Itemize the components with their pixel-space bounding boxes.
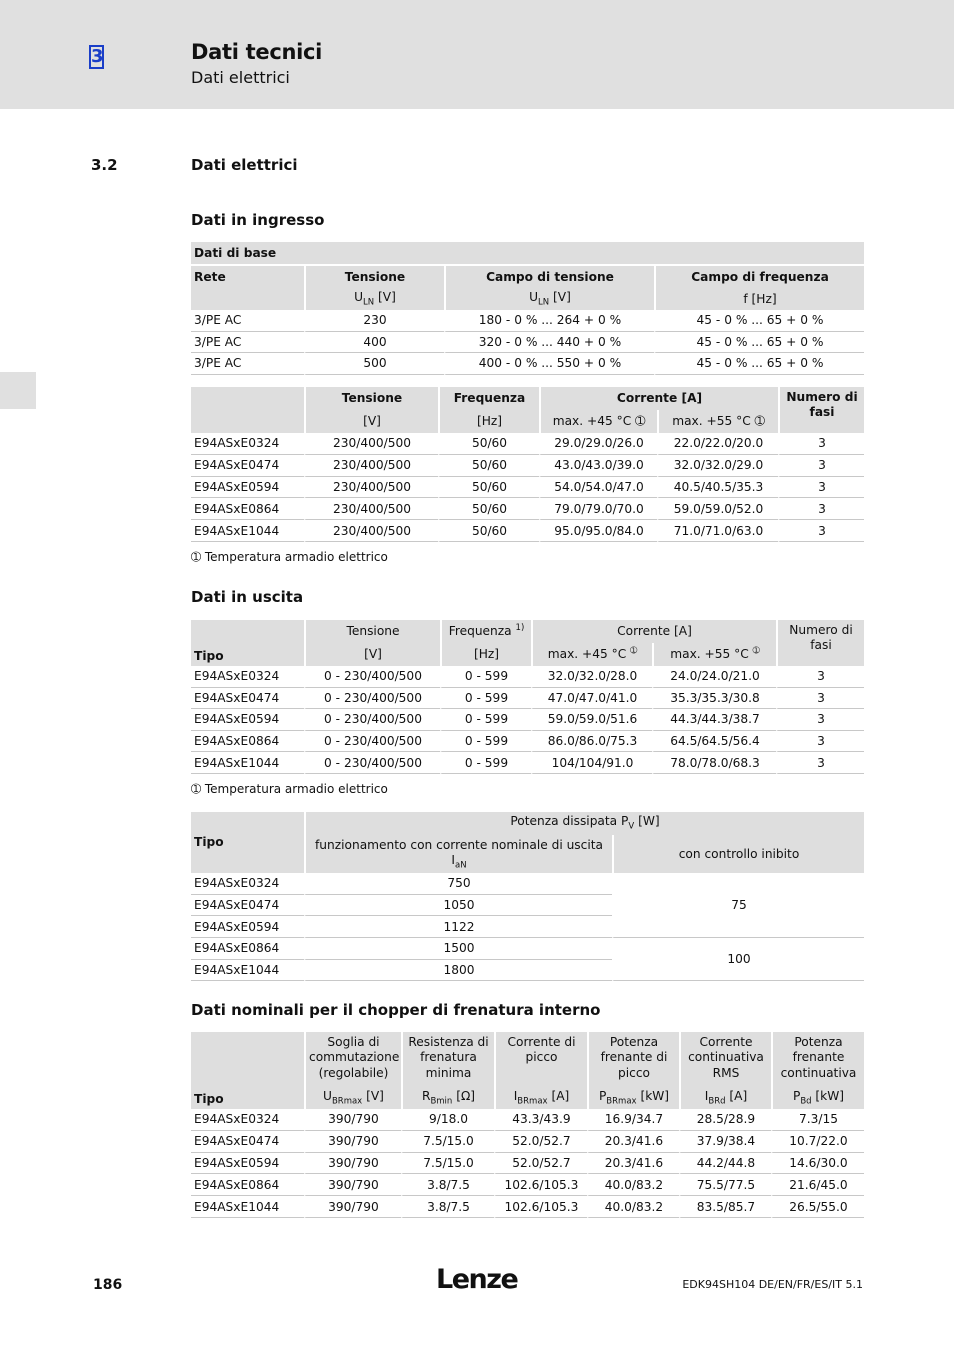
cell-type: E94ASxE0594 xyxy=(191,709,304,731)
table-row xyxy=(191,455,864,477)
cell-type: E94ASxE0474 xyxy=(191,895,304,917)
table-cell: 7.5/15.0 xyxy=(401,1131,494,1153)
table-row xyxy=(191,1174,864,1196)
table-cell: 400 xyxy=(304,332,444,354)
table-cell: 50/60 xyxy=(438,433,539,455)
table-cell: 24.0/24.0/21.0 xyxy=(652,666,776,688)
table-cell: 16.9/34.7 xyxy=(587,1109,679,1131)
header-max45: max. +45 °C ➀ xyxy=(539,410,657,433)
table-row xyxy=(191,498,864,520)
table-cell: 44.3/44.3/38.7 xyxy=(652,709,776,731)
table-cell: 0 - 599 xyxy=(440,752,531,774)
table-cell: 3 xyxy=(776,688,864,710)
lenze-logo: Lenze xyxy=(436,1264,518,1295)
header-potenza-picco: Potenza frenante di picco xyxy=(587,1032,679,1087)
cell-type: E94ASxE0324 xyxy=(191,873,304,895)
cell-type: 3/PE AC xyxy=(191,310,304,332)
table-cell: 230/400/500 xyxy=(304,498,438,520)
table-cell: 1050 xyxy=(304,895,612,917)
table-cell: 0 - 230/400/500 xyxy=(304,709,440,731)
table-cell: 390/790 xyxy=(304,1153,401,1175)
table-cell: 3 xyxy=(778,433,864,455)
header-tipo: Tipo xyxy=(191,620,304,666)
page-title: Dati tecnici xyxy=(191,40,323,64)
unit-uln-v: $U_{LN}$ [V] xyxy=(304,288,444,310)
table-cell: 3 xyxy=(778,477,864,499)
table-cell: 500 xyxy=(304,353,444,375)
cell-type: E94ASxE0594 xyxy=(191,1153,304,1175)
table-cell: 3 xyxy=(776,709,864,731)
symbol-ibrd: $I_{BRd}$ [A] xyxy=(679,1087,771,1109)
table-cell: 0 - 230/400/500 xyxy=(304,688,440,710)
table-cell: 0 - 599 xyxy=(440,709,531,731)
table-cell: 59.0/59.0/51.6 xyxy=(531,709,652,731)
header-corrente-continuativa: Corrente continuativa RMS xyxy=(679,1032,771,1087)
table-cell: 320 - 0 % ... 440 + 0 % xyxy=(444,332,654,354)
table-cell: 28.5/28.9 xyxy=(679,1109,771,1131)
table-cell: 95.0/95.0/84.0 xyxy=(539,520,657,542)
table-cell: 102.6/105.3 xyxy=(494,1174,587,1196)
unit-hz: [Hz] xyxy=(440,643,531,666)
cell-type: E94ASxE0324 xyxy=(191,1109,304,1131)
table-cell: 3 xyxy=(778,520,864,542)
table-cell: 3 xyxy=(778,455,864,477)
header-corrente: Corrente [A] xyxy=(531,620,776,643)
table-row xyxy=(191,353,864,375)
header-tensione: Tensione xyxy=(304,387,438,410)
cell-type: E94ASxE0864 xyxy=(191,731,304,753)
page-number: 186 xyxy=(93,1277,123,1293)
table-cell: 45 - 0 % ... 65 + 0 % xyxy=(654,310,864,332)
table-cell: 21.6/45.0 xyxy=(771,1174,864,1196)
table-cell: 3 xyxy=(776,666,864,688)
table-cell: 390/790 xyxy=(304,1174,401,1196)
table-row xyxy=(191,520,864,542)
table-cell: 78.0/78.0/68.3 xyxy=(652,752,776,774)
table-cell: 59.0/59.0/52.0 xyxy=(657,498,778,520)
table-cell: 83.5/85.7 xyxy=(679,1196,771,1218)
page-subtitle: Dati elettrici xyxy=(191,68,290,87)
table-cell: 400 - 0 % ... 550 + 0 % xyxy=(444,353,654,375)
heading-chopper: Dati nominali per il chopper di frenatura interno xyxy=(191,1001,601,1019)
unit-f-hz: f [Hz] xyxy=(654,288,864,310)
header-max55: max. +55 °C $^➀$ xyxy=(652,643,776,666)
table-cell: 750 xyxy=(304,873,612,895)
table-potenza-dissipata xyxy=(191,812,864,981)
header-tipo: Tipo xyxy=(191,1032,304,1109)
header-max55: max. +55 °C ➀ xyxy=(657,410,778,433)
chapter-number-box: 3 xyxy=(91,46,104,67)
table-cell: 43.0/43.0/39.0 xyxy=(539,455,657,477)
symbol-pbrmax: $P_{BRmax}$ [kW] xyxy=(587,1087,679,1109)
header-controllo-inibito: con controllo inibito xyxy=(612,835,864,873)
table-cell: 40.5/40.5/35.3 xyxy=(657,477,778,499)
table-row xyxy=(191,310,864,332)
table-cell: 230/400/500 xyxy=(304,520,438,542)
table-row xyxy=(191,1131,864,1153)
table-cell: 29.0/29.0/26.0 xyxy=(539,433,657,455)
table-cell: 86.0/86.0/75.3 xyxy=(531,731,652,753)
table-row xyxy=(191,1109,864,1131)
header-funzionamento: funzionamento con corrente nominale di uscita $I_{aN}$ xyxy=(304,835,612,873)
table-cell: 3.8/7.5 xyxy=(401,1196,494,1218)
table-cell: 1500 xyxy=(304,938,612,960)
table-cell: 1122 xyxy=(304,916,612,938)
table-row xyxy=(191,1153,864,1175)
cell-type: E94ASxE0864 xyxy=(191,498,304,520)
table-row xyxy=(191,666,864,688)
table-cell: 390/790 xyxy=(304,1196,401,1218)
cell-type: E94ASxE1044 xyxy=(191,960,304,982)
document-reference: EDK94SH104 DE/EN/FR/ES/IT 5.1 xyxy=(682,1278,863,1291)
table-cell: 54.0/54.0/47.0 xyxy=(539,477,657,499)
cell-type: 3/PE AC xyxy=(191,332,304,354)
header-resistenza: Resistenza di frenatura minima xyxy=(401,1032,494,1087)
table-cell: 10.7/22.0 xyxy=(771,1131,864,1153)
section-number: 3.2 xyxy=(91,156,118,174)
header-tensione: Tensione xyxy=(304,266,444,288)
table-row xyxy=(191,1196,864,1218)
table-cell: 230/400/500 xyxy=(304,477,438,499)
header-frequenza: Frequenza $^{1)}$ xyxy=(440,620,531,643)
table-cell: 79.0/79.0/70.0 xyxy=(539,498,657,520)
header-potenza-continuativa: Potenza frenante continuativa xyxy=(771,1032,864,1087)
table-row xyxy=(191,477,864,499)
cell-controllo-inibito: 100 xyxy=(612,938,864,981)
cell-type: E94ASxE0594 xyxy=(191,916,304,938)
table-row xyxy=(191,688,864,710)
cell-controllo-inibito: 75 xyxy=(612,873,864,938)
table-cell: 390/790 xyxy=(304,1109,401,1131)
header-campo-frequenza: Campo di frequenza xyxy=(654,266,864,288)
table-cell: 180 - 0 % ... 264 + 0 % xyxy=(444,310,654,332)
table-cell: 20.3/41.6 xyxy=(587,1131,679,1153)
cell-type: E94ASxE1044 xyxy=(191,520,304,542)
table-cell: 50/60 xyxy=(438,520,539,542)
footnote-temperatura-uscita: ➀ Temperatura armadio elettrico xyxy=(191,782,388,796)
table-ingresso-tipi xyxy=(191,387,864,542)
cell-type: 3/PE AC xyxy=(191,353,304,375)
header-soglia: Soglia di commutazione (regolabile) xyxy=(304,1032,401,1087)
symbol-ubrmax: $U_{BRmax}$ [V] xyxy=(304,1087,401,1109)
table-cell: 43.3/43.9 xyxy=(494,1109,587,1131)
table-cell: 40.0/83.2 xyxy=(587,1196,679,1218)
table-cell: 0 - 599 xyxy=(440,688,531,710)
header-max45: max. +45 °C $^➀$ xyxy=(531,643,652,666)
table-cell: 50/60 xyxy=(438,498,539,520)
cell-type: E94ASxE1044 xyxy=(191,1196,304,1218)
unit-hz: [Hz] xyxy=(438,410,539,433)
table-cell: 230 xyxy=(304,310,444,332)
cell-type: E94ASxE0324 xyxy=(191,433,304,455)
table-cell: 45 - 0 % ... 65 + 0 % xyxy=(654,353,864,375)
cell-type: E94ASxE0324 xyxy=(191,666,304,688)
table-cell: 230/400/500 xyxy=(304,455,438,477)
table-cell: 71.0/71.0/63.0 xyxy=(657,520,778,542)
table-cell: 0 - 599 xyxy=(440,731,531,753)
table-cell: 102.6/105.3 xyxy=(494,1196,587,1218)
table-cell: 0 - 230/400/500 xyxy=(304,731,440,753)
unit-v: [V] xyxy=(304,410,438,433)
table-cell: 32.0/32.0/28.0 xyxy=(531,666,652,688)
header-potenza-dissipata: Potenza dissipata $P_V$ [W] xyxy=(304,812,864,835)
table-cell: 44.2/44.8 xyxy=(679,1153,771,1175)
header-corrente-picco: Corrente di picco xyxy=(494,1032,587,1087)
table-dati-base xyxy=(191,242,864,375)
header-empty xyxy=(191,387,304,433)
table-cell: 7.5/15.0 xyxy=(401,1153,494,1175)
table-cell: 9/18.0 xyxy=(401,1109,494,1131)
header-numero-fasi: Numero di fasi xyxy=(776,620,864,666)
footnote-temperatura: ➀ Temperatura armadio elettrico xyxy=(191,550,388,564)
header-band xyxy=(0,0,954,109)
table-row xyxy=(191,332,864,354)
cell-type: E94ASxE0864 xyxy=(191,938,304,960)
table-cell: 1800 xyxy=(304,960,612,982)
table-cell: 3 xyxy=(776,731,864,753)
unit-v: [V] xyxy=(304,643,440,666)
header-numero-fasi: Numero di fasi xyxy=(778,387,864,433)
table-row xyxy=(191,433,864,455)
header-tensione: Tensione xyxy=(304,620,440,643)
table-cell: 7.3/15 xyxy=(771,1109,864,1131)
table-cell: 0 - 599 xyxy=(440,666,531,688)
table-cell: 26.5/55.0 xyxy=(771,1196,864,1218)
cell-type: E94ASxE0594 xyxy=(191,477,304,499)
table-cell: 64.5/64.5/56.4 xyxy=(652,731,776,753)
header-campo-tensione: Campo di tensione xyxy=(444,266,654,288)
table-cell: 50/60 xyxy=(438,477,539,499)
table-cell: 0 - 230/400/500 xyxy=(304,666,440,688)
symbol-pbd: $P_{Bd}$ [kW] xyxy=(771,1087,864,1109)
table-cell: 75.5/77.5 xyxy=(679,1174,771,1196)
table-uscita-tipi xyxy=(191,620,864,774)
section-title: Dati elettrici xyxy=(191,156,298,174)
table-cell: 390/790 xyxy=(304,1131,401,1153)
cell-type: E94ASxE0474 xyxy=(191,1131,304,1153)
table-cell: 22.0/22.0/20.0 xyxy=(657,433,778,455)
cell-type: E94ASxE1044 xyxy=(191,752,304,774)
table-cell: 47.0/47.0/41.0 xyxy=(531,688,652,710)
table-cell: 20.3/41.6 xyxy=(587,1153,679,1175)
table-cell: 35.3/35.3/30.8 xyxy=(652,688,776,710)
table-row xyxy=(191,709,864,731)
table-cell: 104/104/91.0 xyxy=(531,752,652,774)
table-cell: 32.0/32.0/29.0 xyxy=(657,455,778,477)
heading-dati-uscita: Dati in uscita xyxy=(191,588,304,606)
table-cell: 50/60 xyxy=(438,455,539,477)
table-cell: 230/400/500 xyxy=(304,433,438,455)
table-row xyxy=(191,731,864,753)
table-cell: 3 xyxy=(776,752,864,774)
cell-type: E94ASxE0864 xyxy=(191,1174,304,1196)
table-cell: 37.9/38.4 xyxy=(679,1131,771,1153)
header-rete: Rete xyxy=(191,266,304,288)
chapter-tab-marker xyxy=(0,372,36,409)
header-empty xyxy=(191,288,304,310)
heading-dati-ingresso: Dati in ingresso xyxy=(191,211,325,229)
table-row xyxy=(191,938,864,960)
table-cell: 52.0/52.7 xyxy=(494,1153,587,1175)
table-cell: 40.0/83.2 xyxy=(587,1174,679,1196)
unit-uln-v-range: $U_{LN}$ [V] xyxy=(444,288,654,310)
table-row xyxy=(191,752,864,774)
table-cell: 3 xyxy=(778,498,864,520)
table-cell: 0 - 230/400/500 xyxy=(304,752,440,774)
table-cell: 3.8/7.5 xyxy=(401,1174,494,1196)
header-corrente: Corrente [A] xyxy=(539,387,778,410)
table-caption: Dati di base xyxy=(191,242,864,266)
table-cell: 45 - 0 % ... 65 + 0 % xyxy=(654,332,864,354)
header-frequenza: Frequenza xyxy=(438,387,539,410)
symbol-rbmin: $R_{Bmin}$ [Ω] xyxy=(401,1087,494,1109)
table-cell: 14.6/30.0 xyxy=(771,1153,864,1175)
symbol-ibrmax: $I_{BRmax}$ [A] xyxy=(494,1087,587,1109)
table-chopper xyxy=(191,1032,864,1218)
table-row xyxy=(191,873,864,895)
header-tipo: Tipo xyxy=(191,812,304,873)
cell-type: E94ASxE0474 xyxy=(191,688,304,710)
table-cell: 52.0/52.7 xyxy=(494,1131,587,1153)
cell-type: E94ASxE0474 xyxy=(191,455,304,477)
